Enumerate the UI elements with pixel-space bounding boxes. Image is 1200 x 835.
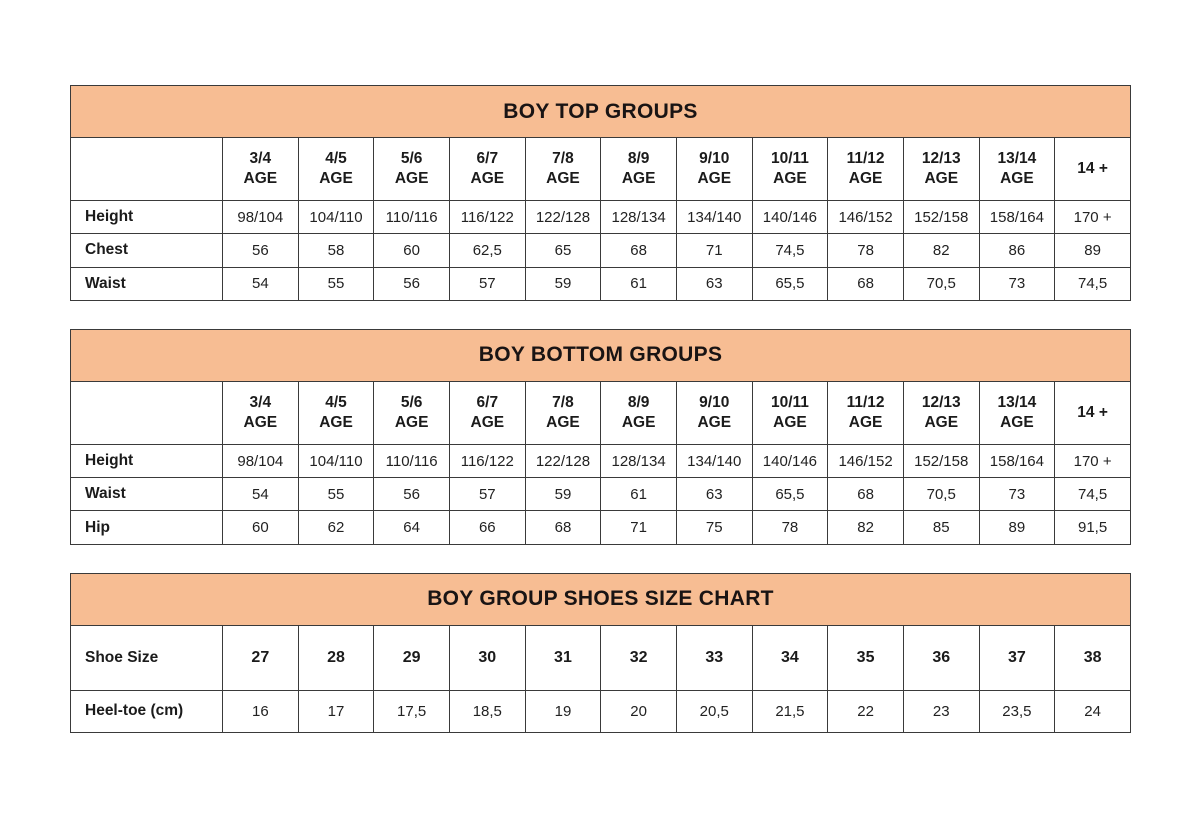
age-header-label: 11/12: [846, 393, 885, 411]
age-header-sublabel: AGE: [773, 413, 807, 431]
age-header-sublabel: AGE: [470, 413, 505, 431]
age-header-sublabel: AGE: [848, 413, 883, 431]
age-header-sublabel: AGE: [546, 413, 580, 431]
data-cell: 63: [676, 267, 752, 300]
data-cell: 62: [298, 511, 374, 544]
table-boy-top-groups: [70, 85, 1131, 301]
row-label: Height: [71, 444, 223, 477]
age-header-label: 8/9: [627, 149, 650, 167]
data-cell: 78: [828, 234, 904, 267]
data-cell: 60: [223, 511, 299, 544]
data-cell: 37: [979, 625, 1055, 690]
age-header-label: 12/13: [921, 393, 961, 411]
age-header-cell: [525, 381, 601, 444]
data-cell: 57: [449, 267, 525, 300]
age-header-cell: [979, 138, 1055, 201]
data-cell: 104/110: [298, 201, 374, 234]
data-cell: 55: [298, 267, 374, 300]
data-cell: 61: [601, 267, 677, 300]
age-header-label: 6/7: [476, 393, 499, 411]
data-cell: 64: [374, 511, 450, 544]
data-cell: 122/128: [525, 444, 601, 477]
data-cell: 70,5: [903, 267, 979, 300]
age-header-sublabel: AGE: [697, 170, 732, 187]
row-label: Waist: [71, 478, 223, 511]
data-cell: 146/152: [828, 444, 904, 477]
data-cell: 98/104: [223, 444, 299, 477]
age-header-sublabel: AGE: [924, 413, 959, 431]
age-header-cell: [298, 381, 374, 444]
corner-cell: [71, 138, 223, 201]
age-header-label: 7/8: [552, 393, 574, 411]
data-cell: 17,5: [374, 690, 450, 732]
age-header-cell: [676, 381, 752, 444]
age-header-sublabel: AGE: [1000, 413, 1034, 431]
table-title: BOY BOTTOM GROUPS: [71, 329, 1131, 381]
data-cell: 158/164: [979, 444, 1055, 477]
age-header-cell: [676, 138, 752, 201]
data-cell: 66: [449, 511, 525, 544]
data-cell: 110/116: [374, 444, 450, 477]
age-header-label: 5/6: [400, 393, 423, 411]
age-header-cell: [1055, 381, 1131, 444]
age-header-label: 4/5: [325, 393, 347, 411]
data-cell: 98/104: [223, 201, 299, 234]
data-cell: 35: [828, 625, 904, 690]
age-header-sublabel: AGE: [319, 170, 353, 187]
data-cell: 134/140: [676, 201, 752, 234]
data-cell: 65: [525, 234, 601, 267]
data-cell: 21,5: [752, 690, 828, 732]
data-cell: 86: [979, 234, 1055, 267]
data-cell: 68: [828, 267, 904, 300]
data-cell: 110/116: [374, 201, 450, 234]
table-boy-group-shoes-size-chart: [70, 573, 1131, 733]
data-cell: 36: [903, 625, 979, 690]
age-header-label: 9/10: [699, 149, 730, 167]
age-header-cell: [223, 381, 299, 444]
data-cell: 170 +: [1055, 201, 1131, 234]
data-cell: 20,5: [676, 690, 752, 732]
age-header-label: 3/4: [249, 393, 272, 411]
data-cell: 73: [979, 267, 1055, 300]
data-cell: 74,5: [1055, 478, 1131, 511]
age-header-label: 14 +: [1077, 403, 1108, 421]
table-row: [71, 234, 1131, 267]
data-cell: 34: [752, 625, 828, 690]
age-header-label: 3/4: [249, 149, 272, 167]
age-header-cell: [449, 381, 525, 444]
title-band-row: [71, 86, 1131, 138]
table-title: BOY TOP GROUPS: [71, 86, 1131, 138]
data-cell: 152/158: [903, 201, 979, 234]
table-row: [71, 690, 1131, 732]
data-cell: 89: [1055, 234, 1131, 267]
data-cell: 19: [525, 690, 601, 732]
table-row: [71, 267, 1131, 300]
age-header-cell: [525, 138, 601, 201]
data-cell: 128/134: [601, 201, 677, 234]
age-header-cell: [752, 138, 828, 201]
data-cell: 75: [676, 511, 752, 544]
age-header-row: [71, 381, 1131, 444]
data-cell: 140/146: [752, 444, 828, 477]
data-cell: 146/152: [828, 201, 904, 234]
data-cell: 78: [752, 511, 828, 544]
table-boy-bottom-groups: [70, 329, 1131, 545]
age-header-label: 12/13: [921, 149, 961, 167]
corner-cell: [71, 381, 223, 444]
data-cell: 23,5: [979, 690, 1055, 732]
age-header-cell: [298, 138, 374, 201]
age-header-label: 10/11: [770, 393, 809, 411]
data-cell: 70,5: [903, 478, 979, 511]
data-cell: 68: [525, 511, 601, 544]
age-header-cell: [601, 381, 677, 444]
data-cell: 56: [374, 478, 450, 511]
age-header-sublabel: AGE: [697, 413, 732, 431]
data-cell: 116/122: [449, 444, 525, 477]
age-header-label: 6/7: [476, 149, 499, 167]
row-label: Waist: [71, 267, 223, 300]
age-header-sublabel: AGE: [546, 170, 580, 187]
data-cell: 140/146: [752, 201, 828, 234]
data-cell: 73: [979, 478, 1055, 511]
age-header-label: 7/8: [552, 149, 574, 167]
data-cell: 89: [979, 511, 1055, 544]
age-header-sublabel: AGE: [848, 170, 883, 187]
row-label: Chest: [71, 234, 223, 267]
data-cell: 16: [223, 690, 299, 732]
data-cell: 32: [601, 625, 677, 690]
data-cell: 82: [903, 234, 979, 267]
data-cell: 134/140: [676, 444, 752, 477]
table-row: [71, 201, 1131, 234]
age-header-cell: [979, 381, 1055, 444]
data-cell: 59: [525, 267, 601, 300]
age-header-label: 14 +: [1077, 159, 1108, 177]
data-cell: 158/164: [979, 201, 1055, 234]
data-cell: 56: [223, 234, 299, 267]
data-cell: 30: [449, 625, 525, 690]
age-header-cell: [903, 381, 979, 444]
age-header-label: 9/10: [699, 393, 730, 411]
data-cell: 82: [828, 511, 904, 544]
age-header-label: 11/12: [846, 149, 885, 167]
data-cell: 17: [298, 690, 374, 732]
data-cell: 18,5: [449, 690, 525, 732]
title-band-row: [71, 573, 1131, 625]
data-cell: 68: [828, 478, 904, 511]
tables-container: [70, 85, 1131, 733]
data-cell: 104/110: [298, 444, 374, 477]
age-header-cell: [752, 381, 828, 444]
data-cell: 71: [601, 511, 677, 544]
data-cell: 65,5: [752, 478, 828, 511]
row-label: Heel-toe (cm): [71, 690, 223, 732]
data-cell: 22: [828, 690, 904, 732]
age-header-label: 13/14: [997, 149, 1037, 167]
data-cell: 54: [223, 267, 299, 300]
data-cell: 65,5: [752, 267, 828, 300]
data-cell: 68: [601, 234, 677, 267]
data-cell: 116/122: [449, 201, 525, 234]
table-row: [71, 511, 1131, 544]
data-cell: 20: [601, 690, 677, 732]
data-cell: 61: [601, 478, 677, 511]
data-cell: 55: [298, 478, 374, 511]
age-header-sublabel: AGE: [470, 170, 505, 187]
title-band-row: [71, 329, 1131, 381]
data-cell: 33: [676, 625, 752, 690]
data-cell: 28: [298, 625, 374, 690]
table-row: [71, 625, 1131, 690]
data-cell: 58: [298, 234, 374, 267]
age-header-cell: [449, 138, 525, 201]
age-header-sublabel: AGE: [243, 413, 278, 431]
data-cell: 59: [525, 478, 601, 511]
data-cell: 54: [223, 478, 299, 511]
data-cell: 85: [903, 511, 979, 544]
data-cell: 57: [449, 478, 525, 511]
age-header-cell: [374, 138, 450, 201]
data-cell: 38: [1055, 625, 1131, 690]
age-header-row: [71, 138, 1131, 201]
age-header-sublabel: AGE: [394, 170, 429, 187]
data-cell: 60: [374, 234, 450, 267]
age-header-sublabel: AGE: [394, 413, 429, 431]
age-header-label: 8/9: [627, 393, 650, 411]
table-row: [71, 478, 1131, 511]
data-cell: 31: [525, 625, 601, 690]
data-cell: 29: [374, 625, 450, 690]
data-cell: 63: [676, 478, 752, 511]
row-label: Shoe Size: [71, 625, 223, 690]
data-cell: 91,5: [1055, 511, 1131, 544]
age-header-cell: [828, 381, 904, 444]
age-header-sublabel: AGE: [773, 170, 807, 187]
age-header-cell: [601, 138, 677, 201]
data-cell: 23: [903, 690, 979, 732]
age-header-label: 10/11: [770, 149, 809, 167]
age-header-sublabel: AGE: [924, 170, 959, 187]
age-header-cell: [828, 138, 904, 201]
data-cell: 128/134: [601, 444, 677, 477]
data-cell: 74,5: [1055, 267, 1131, 300]
table-row: [71, 444, 1131, 477]
data-cell: 152/158: [903, 444, 979, 477]
age-header-sublabel: AGE: [621, 413, 656, 431]
data-cell: 71: [676, 234, 752, 267]
table-title: BOY GROUP SHOES SIZE CHART: [71, 573, 1131, 625]
age-header-cell: [1055, 138, 1131, 201]
row-label: Hip: [71, 511, 223, 544]
data-cell: 170 +: [1055, 444, 1131, 477]
data-cell: 122/128: [525, 201, 601, 234]
data-cell: 24: [1055, 690, 1131, 732]
age-header-cell: [223, 138, 299, 201]
age-header-cell: [903, 138, 979, 201]
data-cell: 56: [374, 267, 450, 300]
age-header-sublabel: AGE: [1000, 170, 1034, 187]
age-header-cell: [374, 381, 450, 444]
age-header-sublabel: AGE: [621, 170, 656, 187]
age-header-label: 4/5: [325, 149, 347, 167]
age-header-label: 13/14: [997, 393, 1037, 411]
row-label: Height: [71, 201, 223, 234]
data-cell: 27: [223, 625, 299, 690]
age-header-sublabel: AGE: [243, 170, 278, 187]
data-cell: 74,5: [752, 234, 828, 267]
data-cell: 62,5: [449, 234, 525, 267]
age-header-label: 5/6: [400, 149, 423, 167]
age-header-sublabel: AGE: [319, 413, 353, 431]
